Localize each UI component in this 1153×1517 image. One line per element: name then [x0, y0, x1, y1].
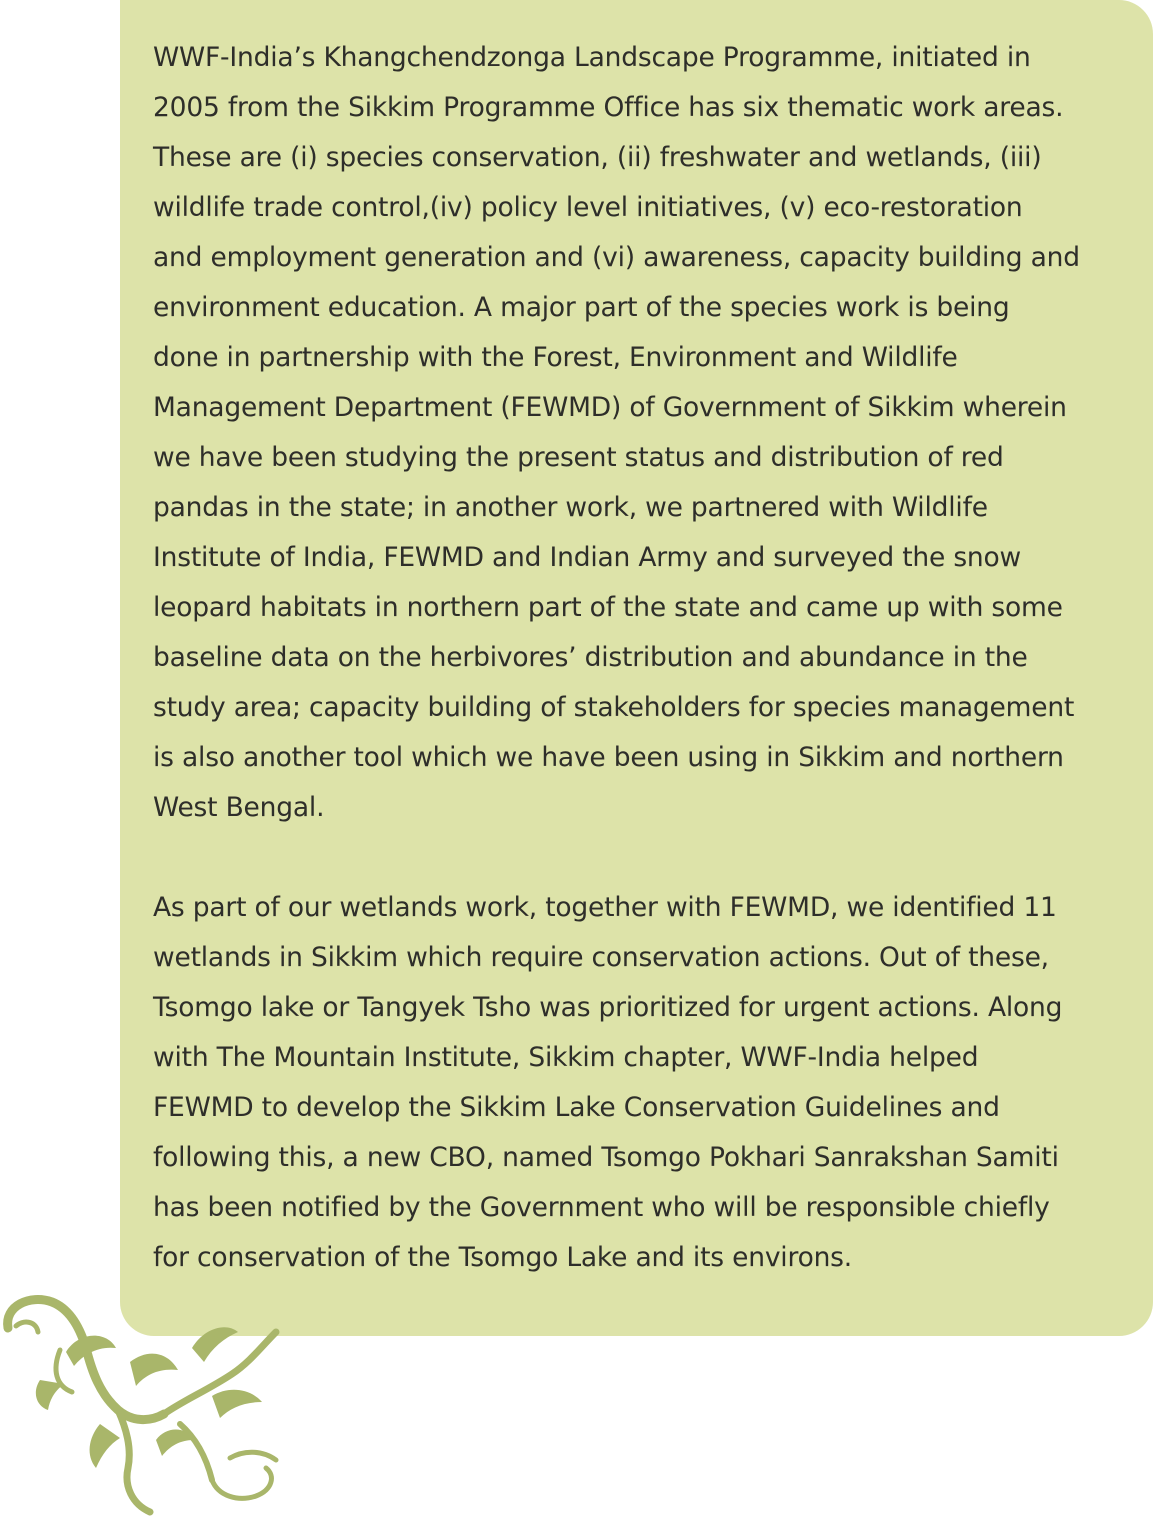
paragraph-line: WWF-India’s Khangchendzonga Landscape Programme, initiated in: [153, 42, 1031, 73]
paragraph-line: wildlife trade control,(iv) policy level initiatives, (v) eco-restoration: [153, 192, 1023, 223]
paragraph-line: with The Mountain Institute, Sikkim chapter, WWF-India helped: [153, 1042, 979, 1073]
paragraph-line: following this, a new CBO, named Tsomgo Pokhari Sanrakshan Samiti: [153, 1142, 1059, 1173]
paragraph-line: baseline data on the herbivores’ distribution and abundance in the: [153, 642, 1028, 673]
paragraph-programme-overview: [153, 33, 1143, 833]
paragraph-line: 2005 from the Sikkim Programme Office has six thematic work areas.: [153, 92, 1064, 123]
paragraph-line: environment education. A major part of the species work is being: [153, 292, 1010, 323]
paragraph-line: pandas in the state; in another work, we partnered with Wildlife: [153, 492, 988, 523]
paragraph-wetlands-work: [153, 883, 1143, 1283]
paragraph-line: wetlands in Sikkim which require conservation actions. Out of these,: [153, 942, 1049, 973]
floral-scroll-ornament-icon: [0, 1290, 320, 1517]
paragraph-line: done in partnership with the Forest, Environment and Wildlife: [153, 342, 958, 373]
paragraph-line: Management Department (FEWMD) of Government of Sikkim wherein: [153, 392, 1067, 423]
paragraph-line: Institute of India, FEWMD and Indian Army and surveyed the snow: [153, 542, 1022, 573]
paragraph-line: for conservation of the Tsomgo Lake and its environs.: [153, 1242, 853, 1273]
paragraph-line: and employment generation and (vi) awareness, capacity building and: [153, 242, 1080, 273]
paragraph-line: As part of our wetlands work, together with FEWMD, we identified 11: [153, 892, 1057, 923]
paragraph-line: has been notified by the Government who will be responsible chiefly: [153, 1192, 1050, 1223]
paragraph-line: is also another tool which we have been using in Sikkim and northern: [153, 742, 1064, 773]
paragraph-line: Tsomgo lake or Tangyek Tsho was prioritized for urgent actions. Along: [153, 992, 1063, 1023]
paragraph-line: we have been studying the present status and distribution of red: [153, 442, 1004, 473]
paragraph-line: leopard habitats in northern part of the state and came up with some: [153, 592, 1063, 623]
paragraph-line: West Bengal.: [153, 792, 325, 823]
paragraph-line: study area; capacity building of stakeholders for species management: [153, 692, 1075, 723]
paragraph-line: FEWMD to develop the Sikkim Lake Conservation Guidelines and: [153, 1092, 1000, 1123]
paragraph-line: These are (i) species conservation, (ii) freshwater and wetlands, (iii): [153, 142, 1042, 173]
